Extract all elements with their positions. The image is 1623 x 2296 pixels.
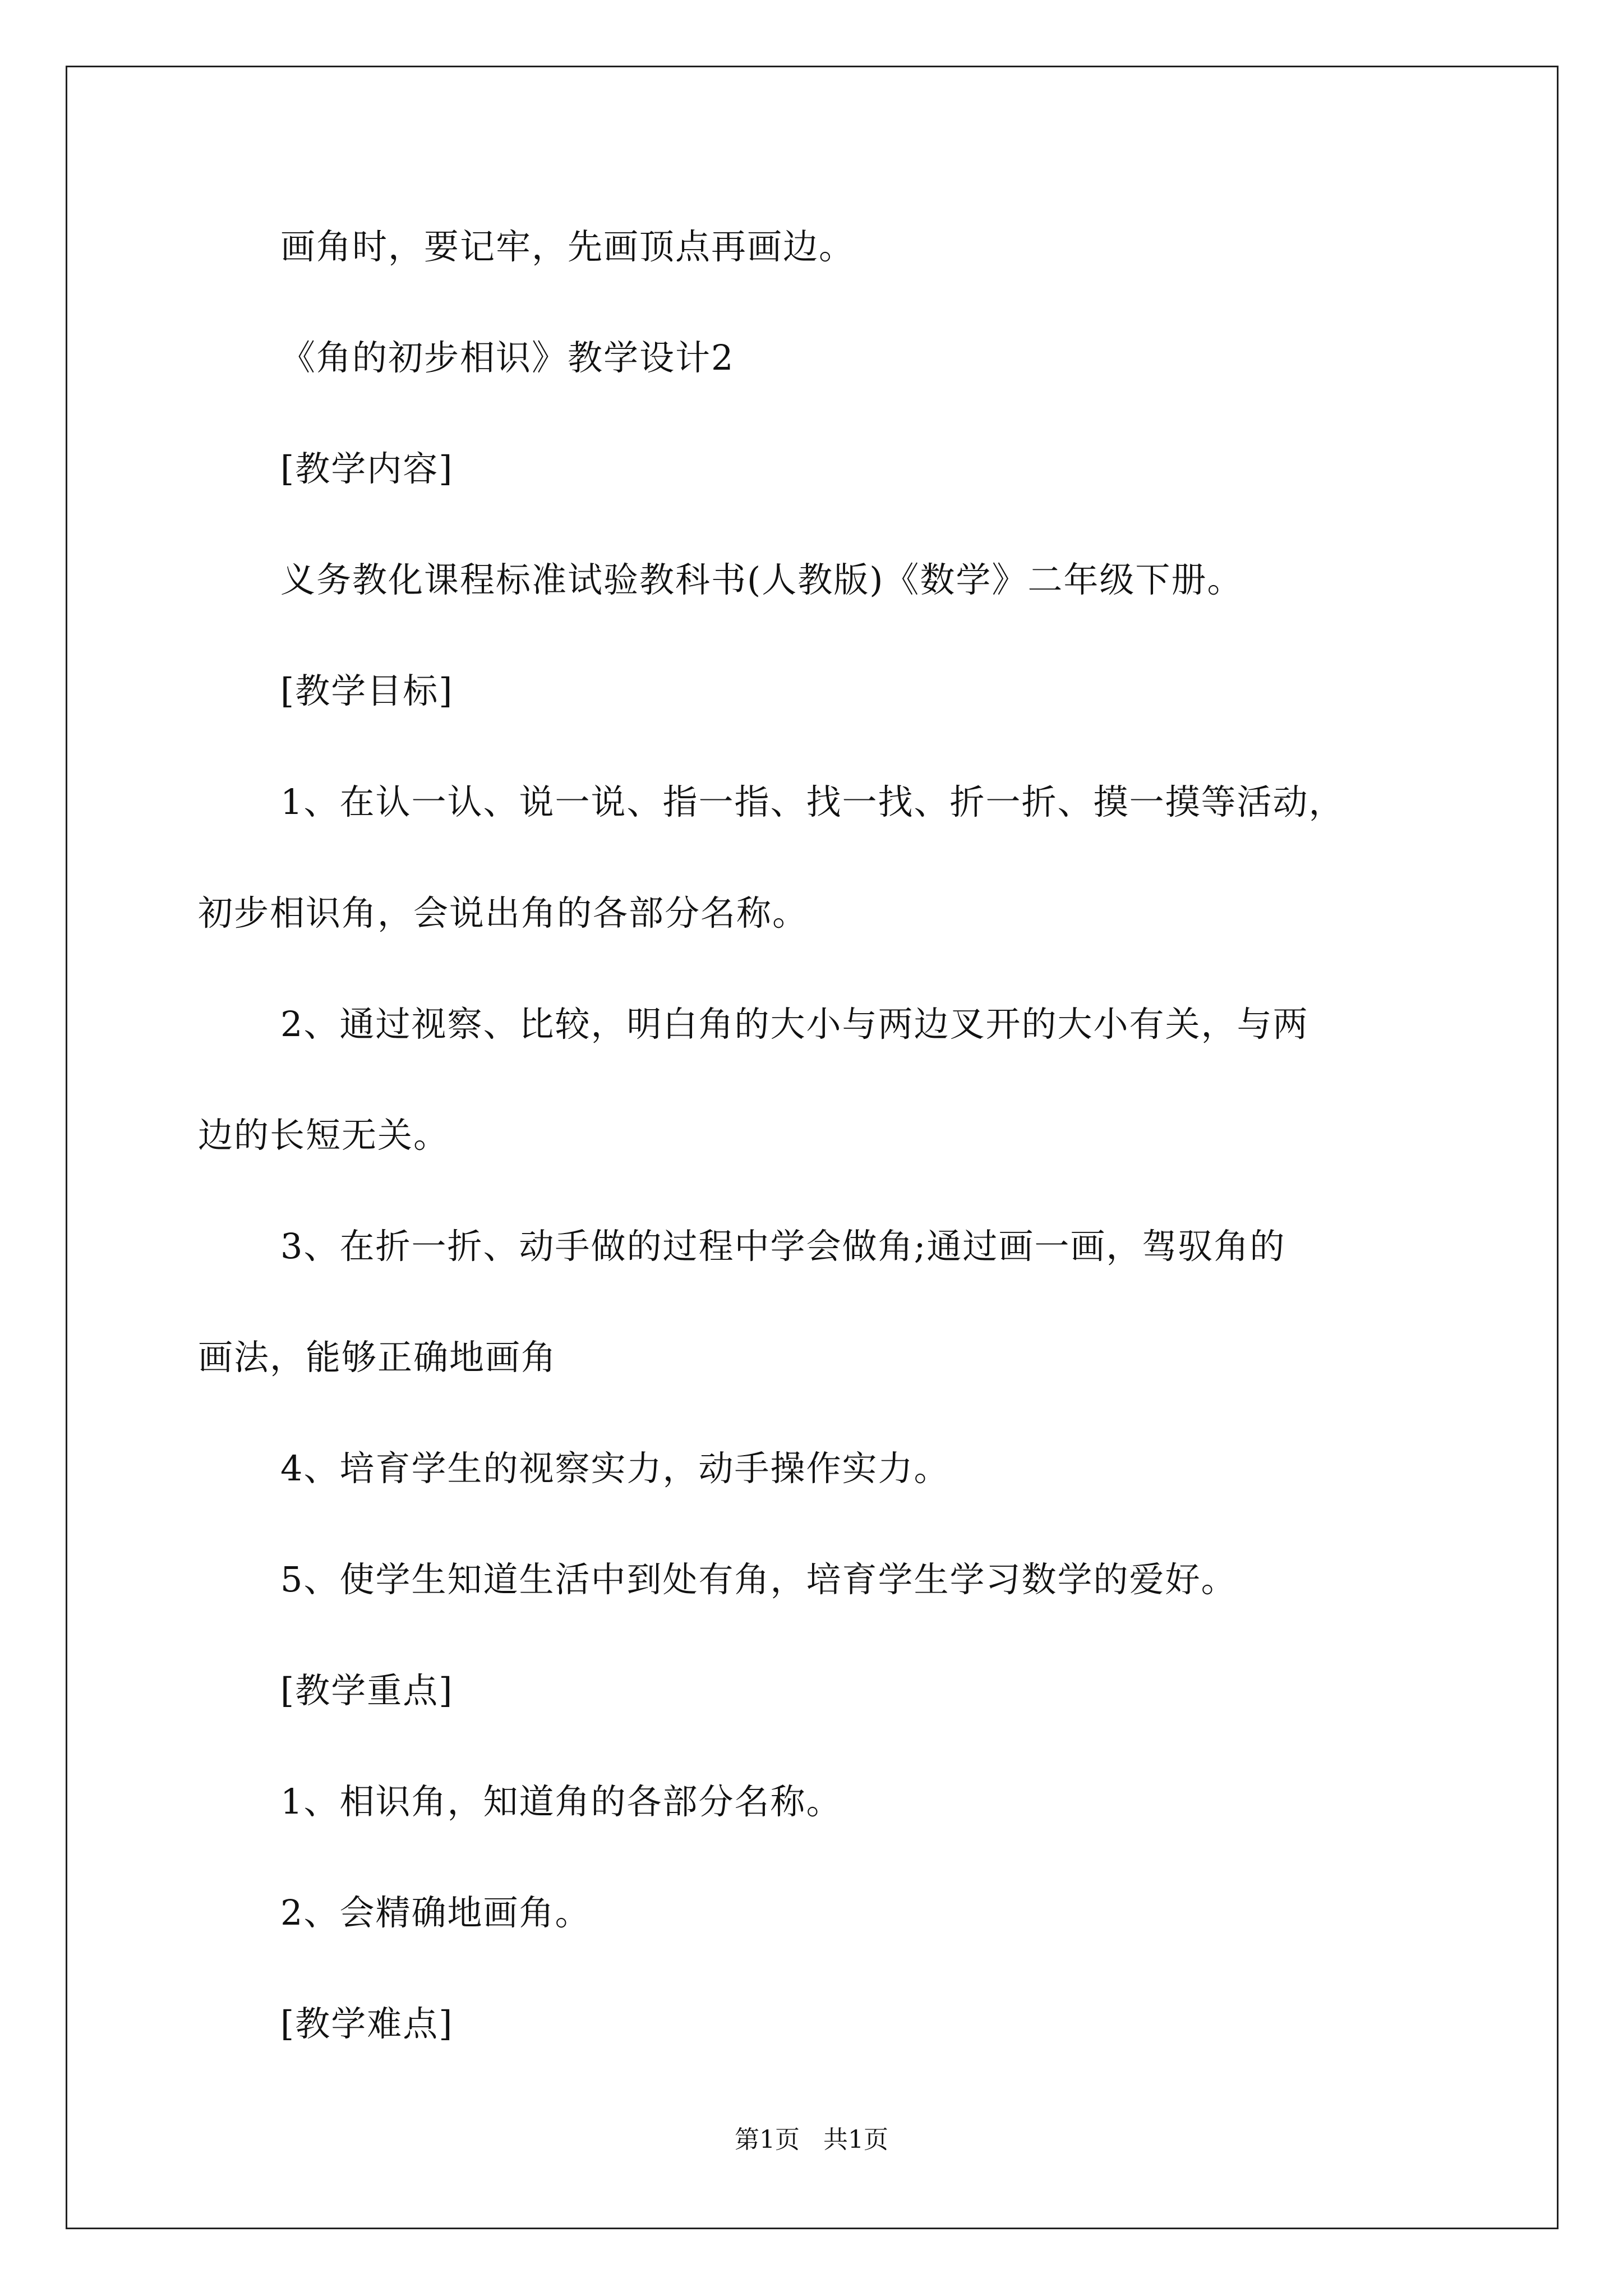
text-line: 1、在认一认、说一说、指一指、找一找、折一折、摸一摸等活动， bbox=[280, 781, 1345, 822]
page-number-footer: 第1页 共1页 bbox=[735, 2125, 888, 2154]
section-heading: [教学难点] bbox=[280, 2003, 454, 2044]
section-heading: [教学目标] bbox=[280, 670, 454, 711]
text-line: 边的长短无关。 bbox=[198, 1115, 450, 1156]
text-line: 初步相识角，会说出角的各部分名称。 bbox=[198, 892, 809, 933]
text-line: 画角时，要记牢，先画顶点再画边。 bbox=[280, 226, 855, 267]
text-line: 1、相识角，知道角的各部分名称。 bbox=[280, 1781, 842, 1822]
text-line: 2、会精确地画角。 bbox=[280, 1892, 591, 1933]
section-heading: [教学重点] bbox=[280, 1670, 454, 1711]
text-line: 4、培育学生的视察实力，动手操作实力。 bbox=[280, 1448, 950, 1489]
text-line: 2、通过视察、比较，明白角的大小与两边叉开的大小有关，与两 bbox=[280, 1004, 1309, 1045]
section-title: 《角的初步相识》教学设计2 bbox=[280, 337, 735, 378]
text-line: 画法，能够正确地画角 bbox=[198, 1337, 557, 1378]
text-line: 3、在折一折、动手做的过程中学会做角;通过画一画，驾驭角的 bbox=[280, 1226, 1286, 1267]
section-heading: [教学内容] bbox=[280, 448, 454, 489]
text-line: 5、使学生知道生活中到处有角，培育学生学习数学的爱好。 bbox=[280, 1559, 1237, 1600]
text-line: 义务教化课程标准试验教科书(人教版)《数学》二年级下册。 bbox=[280, 559, 1243, 600]
